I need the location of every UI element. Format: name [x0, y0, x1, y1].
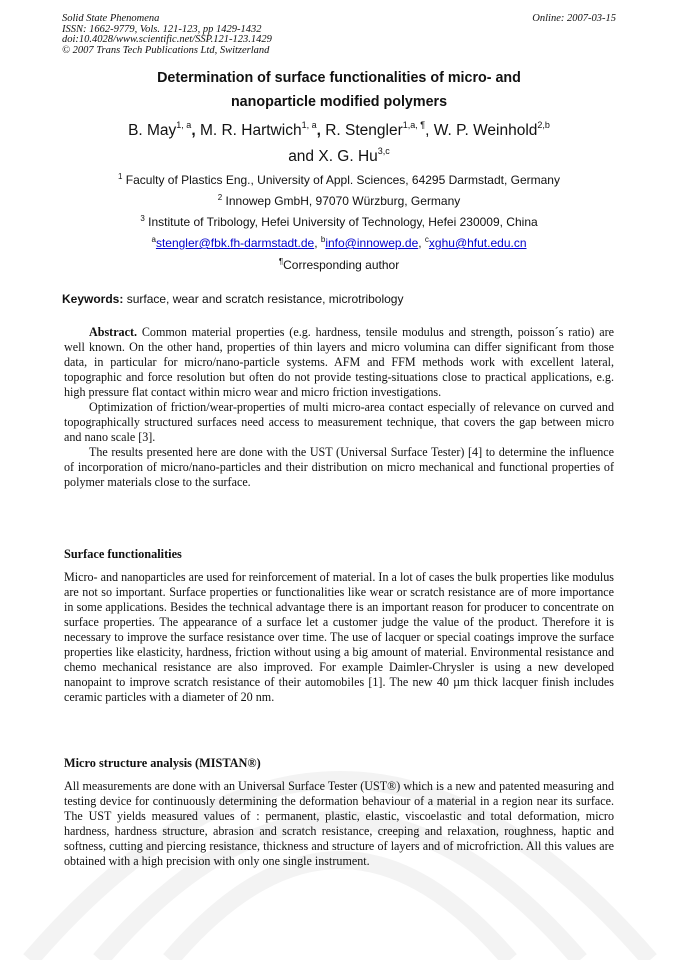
paper-title: [62, 66, 616, 114]
author-line-1: [62, 118, 616, 144]
author-conjunction: and: [288, 148, 319, 165]
author-separator: ,: [191, 122, 200, 139]
copyright-line: © 2007 Trans Tech Publications Ltd, Switzerland: [62, 44, 270, 56]
abstract-label: Abstract.: [89, 325, 138, 339]
author-marker: 2,b: [537, 120, 550, 130]
author-name: R. Stengler: [325, 122, 403, 139]
corresponding-marker: ¶: [278, 257, 284, 266]
email-link-b[interactable]: info@innowep.de: [325, 236, 419, 250]
email-separator: ,: [418, 236, 425, 250]
author-marker: 1, a: [176, 120, 192, 130]
email-line: [62, 235, 616, 251]
email-link-a[interactable]: stengler@fbk.fh-darmstadt.de: [155, 236, 315, 250]
author-marker: 1,a, ¶: [402, 120, 426, 130]
title-line-2: nanoparticle modified polymers: [230, 94, 448, 110]
abstract: [64, 325, 614, 490]
section-heading-micro-structure-analysis: Micro structure analysis (MISTAN®): [64, 756, 261, 770]
journal-name: Solid State Phenomena: [62, 13, 160, 24]
abstract-paragraph-2: Optimization of friction/wear-properties of multi micro-area contact especially of relevance on curved and topographically structured surfaces need access to measurement technique, that covers the gap between micro and nano scale [3].: [64, 400, 614, 444]
issn-line: ISSN: 1662-9779, Vols. 121-123, pp 1429-1432: [62, 23, 262, 35]
corresponding-author-note: [62, 257, 616, 273]
author-name: M. R. Hartwich: [199, 122, 302, 139]
author-line-2: [62, 144, 616, 170]
online-date: Online: 2007-03-15: [532, 13, 616, 24]
section-paragraph: Micro- and nanoparticles are used for reinforcement of material. In a lot of cases the bulk properties like modulus are not so important. Surface properties or functionalities like wear or scratch resistance are of more importance in some applications. Besides the technical advantage there is an important reason for producer to concentrate on surface properties. The appearance of a surface let a customer judge the value of the product. Therefore it is necessary to improve the surface resistance over time. The use of lacquer or special coatings improve the surface properties like elasticity, hardness, friction without using a big amount of material. Environmental resistance and chemo mechanical resistance are also improved. For example Daimler-Chrysler is using a new developed nanopaint to improve scratch resistance of their automobiles [1]. The new 40 µm thick lacquer finish includes ceramic particles with a diameter of 20 nm.: [64, 570, 614, 704]
affiliation-1: [62, 172, 616, 188]
email-marker: a: [151, 235, 156, 244]
author-name: B. May: [128, 122, 177, 139]
affiliation-marker: 3: [140, 214, 145, 223]
email-marker: c: [424, 235, 429, 244]
running-header: [62, 14, 616, 56]
author-separator: ,: [316, 122, 326, 139]
keywords: [62, 291, 622, 307]
abstract-text: Common material properties (e.g. hardness, tensile modulus and strength, poisson´s ratio) are well known. On the other hand, properties of thin layers and micro volumina can differ significant from those data, in particular for micro/nano-particle systems. AFM and FFM methods work with excellent lateral, topographic and force resolution but often do not provide testing-situations close to practical applications, e.g. high pressure flat contact within micro wear and micro friction investigations.: [64, 325, 614, 399]
email-link-c[interactable]: xghu@hfut.edu.cn: [428, 236, 527, 250]
keywords-text: surface, wear and scratch resistance, microtribology: [123, 292, 404, 306]
abstract-paragraph-3: The results presented here are done with the UST (Universal Surface Tester) [4] to determine the influence of incorporation of micro/nano-particles and their distribution on micro mechanical and functional properties of polymer materials close to the surface.: [64, 445, 614, 489]
author-name: X. G. Hu: [318, 148, 378, 165]
affiliation-text: Institute of Tribology, Hefei University of Technology, Hefei 230009, China: [144, 215, 538, 229]
affiliation-marker: 1: [118, 172, 123, 181]
author-name: W. P. Weinhold: [433, 122, 538, 139]
corresponding-text: Corresponding author: [283, 258, 400, 272]
section-heading-surface-functionalities: Surface functionalities: [64, 547, 182, 561]
affiliation-2: [62, 193, 616, 209]
affiliation-3: [62, 214, 616, 230]
author-marker: 1, a: [301, 120, 317, 130]
abstract-paragraph-1: [64, 325, 614, 400]
doi-line: doi:10.4028/www.scientific.net/SSP.121-123.1429: [62, 34, 272, 46]
email-separator: ,: [314, 236, 321, 250]
affiliation-marker: 2: [217, 193, 223, 202]
keywords-label: Keywords:: [62, 292, 124, 306]
section-surface-functionalities: [64, 570, 614, 705]
author-separator: ,: [425, 122, 434, 139]
email-marker: b: [320, 235, 326, 244]
author-list: [62, 118, 616, 170]
affiliation-text: Faculty of Plastics Eng., University of Appl. Sciences, 64295 Darmstadt, Germany: [122, 173, 560, 187]
affiliation-text: Innowep GmbH, 97070 Würzburg, Germany: [222, 194, 461, 208]
section-paragraph: All measurements are done with an Universal Surface Tester (UST®) which is a new and patented measuring and testing device for continuously determining the deformation behaviour of a material in a region near its surface. The UST yields measured values of : permanent, plastic, elastic, viscoelastic and total deformation, micro hardness, hardness structure, abrasion and scratch resistance, creeping and relaxation, roughness, haptic and softness, cutting and piercing resistance, thickness and structure of layers and of microfriction. All this values are obtained with a high precision with only one single instrument.: [64, 779, 614, 868]
section-micro-structure-analysis: [64, 779, 614, 869]
author-marker: 3,c: [377, 146, 390, 156]
title-line-1: Determination of surface functionalities of micro- and: [157, 70, 521, 86]
